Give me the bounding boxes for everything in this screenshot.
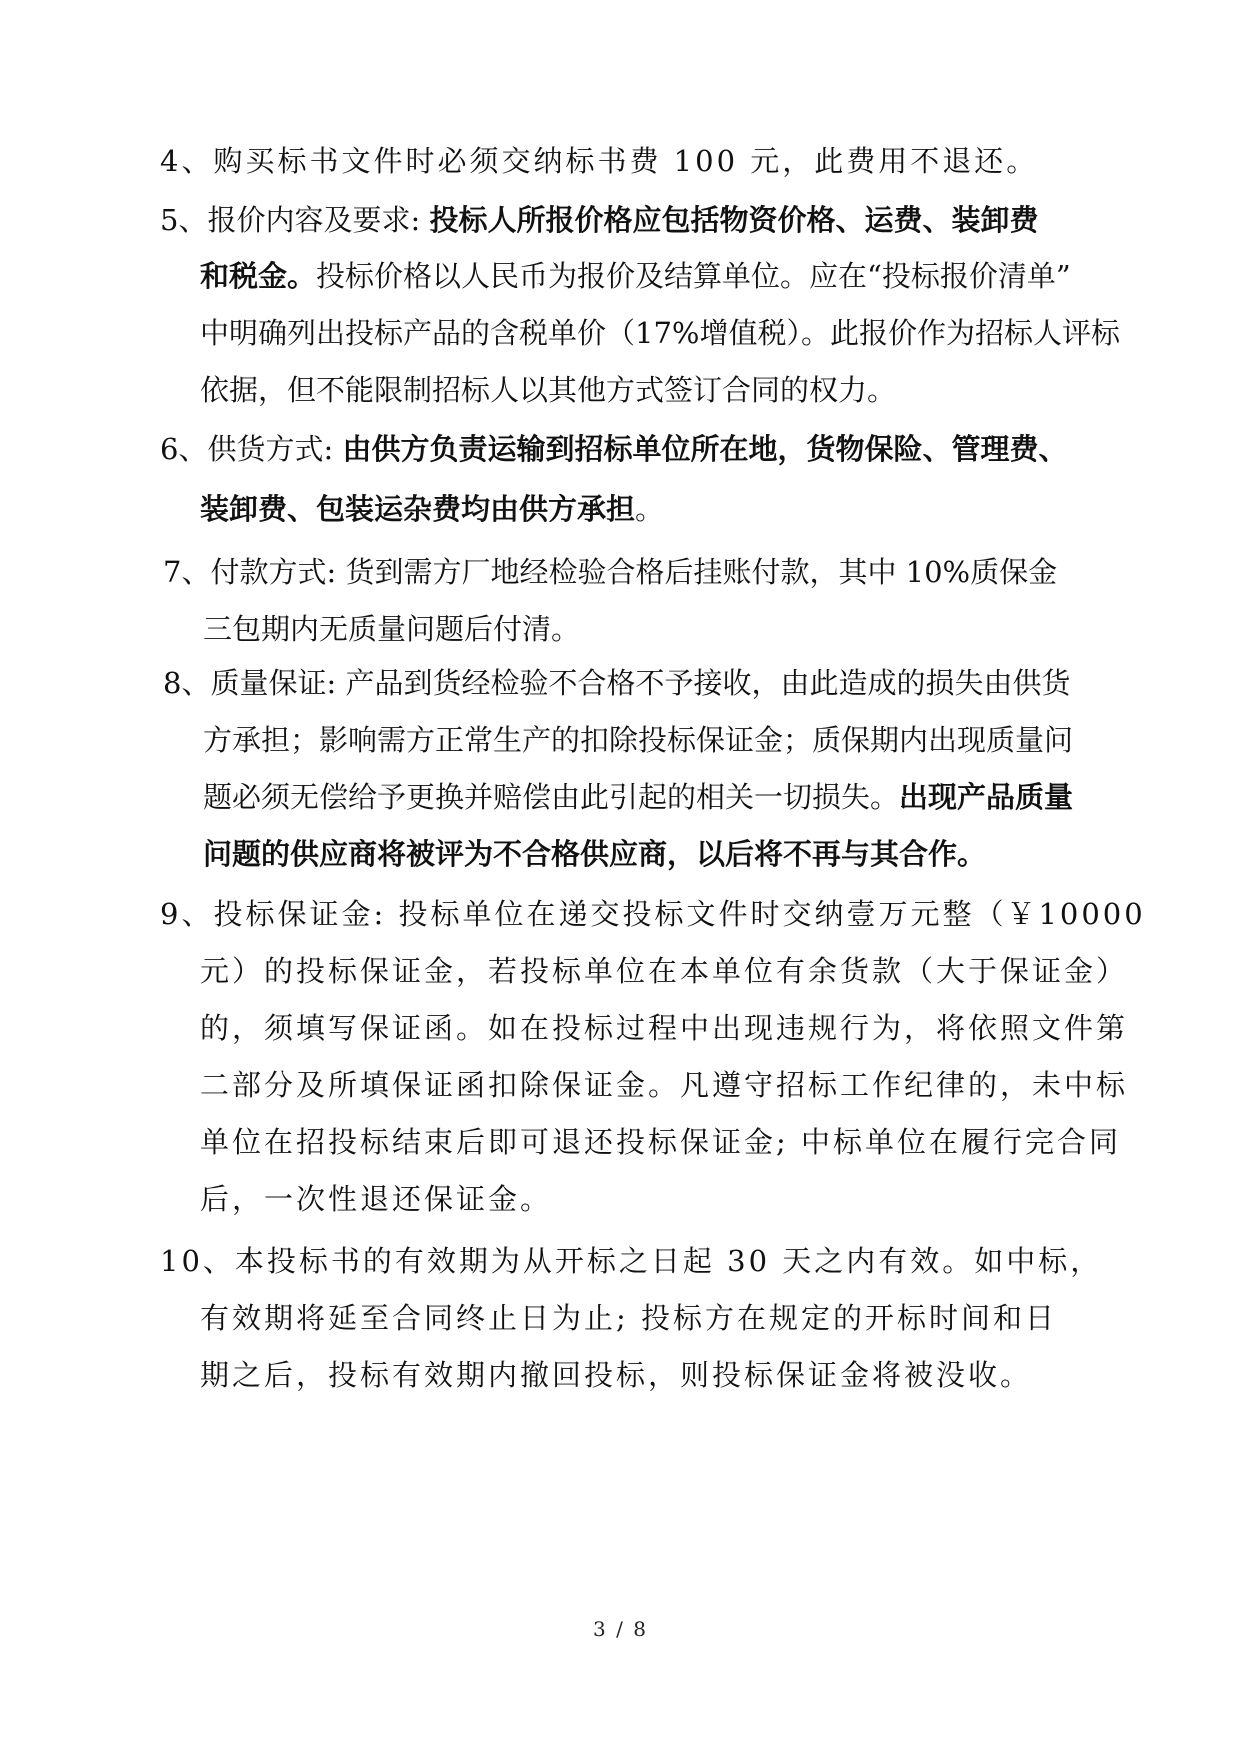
clause-line: [160, 141, 1038, 181]
bold-text-run: 投标人所报价格应包括物资价格、运费、装卸费: [429, 203, 1039, 237]
bold-text-run: 出现产品质量: [899, 780, 1074, 814]
text-run: 三包期内无质量问题后付清。: [203, 612, 581, 646]
text-run: 依据，但不能限制招标人以其他方式签订合同的权力。: [200, 373, 897, 407]
text-run: 后，一次性退还保证金。: [200, 1182, 553, 1216]
text-run: 10、本投标书的有效期为从开标之日起 30 天之内有效。如中标，: [160, 1244, 1103, 1278]
text-run: 期之后，投标有效期内撤回投标，则投标保证金将被没收。: [200, 1358, 1033, 1392]
text-run: 方承担；影响需方正常生产的扣除投标保证金；质保期内出现质量问: [203, 723, 1074, 757]
text-run: 7、付款方式: 货到需方厂地经检验合格后挂账付款，其中 10%质保金: [163, 555, 1058, 589]
clause-line: [200, 256, 1071, 296]
clause-line: [160, 1241, 1102, 1281]
clause-line: [200, 1008, 1128, 1048]
text-run: 。: [635, 492, 665, 526]
text-run: 6、供货方式:: [160, 432, 343, 466]
clause-line: [200, 489, 664, 529]
text-run: 题必须无偿给予更换并赔偿由此引起的相关一切损失。: [203, 780, 900, 814]
text-run: 8、质量保证: 产品到货经检验不合格不予接收，由此造成的损失由供货: [163, 666, 1071, 700]
clause-line: [200, 370, 896, 410]
clause-line: [163, 552, 1057, 592]
bold-text-run: 和税金。: [200, 259, 317, 293]
bold-text-run: 装卸费、包装运杂费均由供方承担: [200, 492, 636, 526]
text-run: 单位在招投标结束后即可退还投标保证金; 中标单位在履行完合同: [200, 1125, 1121, 1159]
clause-line: [200, 951, 1128, 991]
clause-line: [163, 663, 1070, 703]
clause-line: [200, 313, 1120, 353]
bold-text-run: 由供方负责运输到招标单位所在地，货物保险、管理费、: [342, 432, 1068, 466]
clause-line: [200, 1122, 1121, 1162]
text-run: 投标价格以人民币为报价及结算单位。应在“投标报价清单”: [316, 259, 1071, 293]
text-run: 中明确列出投标产品的含税单价（17%增值税）。此报价作为招标人评标: [200, 316, 1120, 350]
clause-line: [160, 200, 1038, 240]
text-run: 5、报价内容及要求:: [160, 203, 430, 237]
text-run: 9、投标保证金: 投标单位在递交投标文件时交纳壹万元整（￥10000: [160, 897, 1146, 931]
text-run: 二部分及所填保证函扣除保证金。凡遵守招标工作纪律的，未中标: [200, 1068, 1129, 1102]
page-number: 3 / 8: [593, 1617, 648, 1641]
clause-line: [200, 1065, 1128, 1105]
clause-line: [203, 834, 986, 874]
text-run: 4、购买标书文件时必须交纳标书费 100 元，此费用不退还。: [160, 144, 1039, 178]
clause-line: [200, 1298, 1057, 1338]
clause-line: [203, 720, 1073, 760]
clause-line: [160, 429, 1067, 469]
text-run: 的，须填写保证函。如在投标过程中出现违规行为，将依照文件第: [200, 1011, 1129, 1045]
clause-line: [200, 1355, 1032, 1395]
clause-line: [203, 609, 580, 649]
text-run: 元）的投标保证金，若投标单位在本单位有余货款（大于保证金）: [200, 954, 1129, 988]
clause-line: [203, 777, 1073, 817]
text-run: 有效期将延至合同终止日为止; 投标方在规定的开标时间和日: [200, 1301, 1057, 1335]
bold-text-run: 问题的供应商将被评为不合格供应商，以后将不再与其合作。: [203, 837, 987, 871]
clause-line: [200, 1179, 552, 1219]
clause-line: [160, 894, 1146, 934]
